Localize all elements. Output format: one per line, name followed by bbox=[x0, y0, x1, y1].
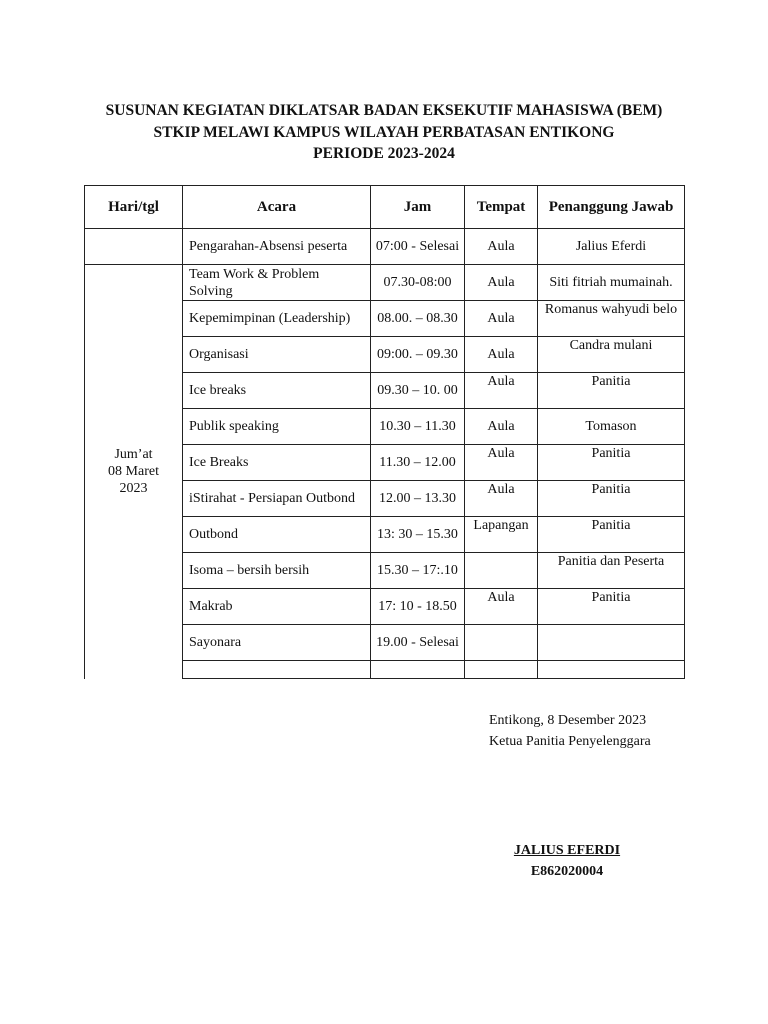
place-date: Entikong, 8 Desember 2023 bbox=[489, 713, 647, 728]
acara-cell: iStirahat - Persiapan Outbond bbox=[183, 481, 371, 517]
day-date: 08 Maret bbox=[108, 464, 159, 480]
acara-cell-blank bbox=[183, 661, 371, 679]
jam-cell-blank bbox=[371, 661, 465, 679]
jam-cell: 08.00. – 08.30 bbox=[371, 301, 465, 337]
pj-cell: Romanus wahyudi belo bbox=[538, 301, 685, 337]
jam-cell: 10.30 – 11.30 bbox=[371, 409, 465, 445]
signer-name: JALIUS EFERDI bbox=[513, 843, 621, 858]
acara-cell: Outbond bbox=[183, 517, 371, 553]
tempat-cell bbox=[465, 553, 538, 589]
jam-cell: 19.00 - Selesai bbox=[371, 625, 465, 661]
acara-cell: Makrab bbox=[183, 589, 371, 625]
jam-cell: 07.30-08:00 bbox=[371, 265, 465, 301]
header-jam: Jam bbox=[371, 186, 465, 229]
header-hari: Hari/tgl bbox=[85, 186, 183, 229]
footer-block bbox=[489, 710, 651, 752]
schedule-table bbox=[84, 185, 685, 679]
pj-cell: Panitia bbox=[538, 517, 685, 553]
pj-cell: Candra mulani bbox=[538, 337, 685, 373]
jam-cell: 12.00 – 13.30 bbox=[371, 481, 465, 517]
pj-cell: Panitia bbox=[538, 373, 685, 409]
tempat-cell: Aula bbox=[465, 337, 538, 373]
tempat-cell: Aula bbox=[465, 265, 538, 301]
pj-cell: Panitia bbox=[538, 445, 685, 481]
acara-cell: Pengarahan-Absensi peserta bbox=[183, 229, 371, 265]
table-row bbox=[85, 265, 685, 301]
pj-cell: Jalius Eferdi bbox=[538, 229, 685, 265]
pj-cell: Panitia bbox=[538, 589, 685, 625]
tempat-cell: Aula bbox=[465, 481, 538, 517]
title-line-3: PERIODE 2023-2024 bbox=[313, 145, 455, 162]
acara-cell: Ice breaks bbox=[183, 373, 371, 409]
acara-cell: Isoma – bersih bersih bbox=[183, 553, 371, 589]
title-line-2: STKIP MELAWI KAMPUS WILAYAH PERBATASAN ENTIKONG bbox=[153, 123, 615, 141]
tempat-cell: Aula bbox=[465, 301, 538, 337]
tempat-cell: Aula bbox=[465, 229, 538, 265]
acara-cell: Team Work & Problem Solving bbox=[183, 265, 371, 301]
pj-cell: Panitia dan Peserta bbox=[538, 553, 685, 589]
tempat-cell-blank bbox=[465, 661, 538, 679]
pj-cell: Siti fitriah mumainah. bbox=[538, 265, 685, 301]
pj-cell: Tomason bbox=[538, 409, 685, 445]
tempat-cell bbox=[465, 625, 538, 661]
jam-cell: 09.30 – 10. 00 bbox=[371, 373, 465, 409]
title-line-1: SUSUNAN KEGIATAN DIKLATSAR BADAN EKSEKUTIF MAHASISWA (BEM) bbox=[105, 102, 663, 119]
acara-cell: Sayonara bbox=[183, 625, 371, 661]
signer-id: E862020004 bbox=[530, 864, 604, 879]
tempat-cell: Aula bbox=[465, 445, 538, 481]
jam-cell: 13: 30 – 15.30 bbox=[371, 517, 465, 553]
acara-cell: Publik speaking bbox=[183, 409, 371, 445]
jam-cell: 09:00. – 09.30 bbox=[371, 337, 465, 373]
document-title bbox=[0, 100, 768, 165]
hari-cell-day bbox=[85, 265, 183, 679]
header-acara: Acara bbox=[183, 186, 371, 229]
pj-cell bbox=[538, 625, 685, 661]
table-header-row bbox=[85, 186, 685, 229]
header-penanggung-jawab: Penanggung Jawab bbox=[538, 186, 685, 229]
header-tempat: Tempat bbox=[465, 186, 538, 229]
hari-cell-empty bbox=[85, 229, 183, 265]
signer-role: Ketua Panitia Penyelenggara bbox=[489, 734, 651, 749]
tempat-cell: Aula bbox=[465, 373, 538, 409]
jam-cell: 11.30 – 12.00 bbox=[371, 445, 465, 481]
jam-cell: 15.30 – 17:.10 bbox=[371, 553, 465, 589]
acara-cell: Organisasi bbox=[183, 337, 371, 373]
jam-cell: 17: 10 - 18.50 bbox=[371, 589, 465, 625]
acara-cell: Ice Breaks bbox=[183, 445, 371, 481]
pj-cell-blank bbox=[538, 661, 685, 679]
signature-block bbox=[467, 840, 667, 882]
day-name: Jum’at bbox=[114, 447, 153, 463]
tempat-cell: Aula bbox=[465, 409, 538, 445]
day-year: 2023 bbox=[119, 481, 148, 497]
jam-cell: 07:00 - Selesai bbox=[371, 229, 465, 265]
tempat-cell: Lapangan bbox=[465, 517, 538, 553]
table-row bbox=[85, 229, 685, 265]
tempat-cell: Aula bbox=[465, 589, 538, 625]
acara-cell: Kepemimpinan (Leadership) bbox=[183, 301, 371, 337]
pj-cell: Panitia bbox=[538, 481, 685, 517]
